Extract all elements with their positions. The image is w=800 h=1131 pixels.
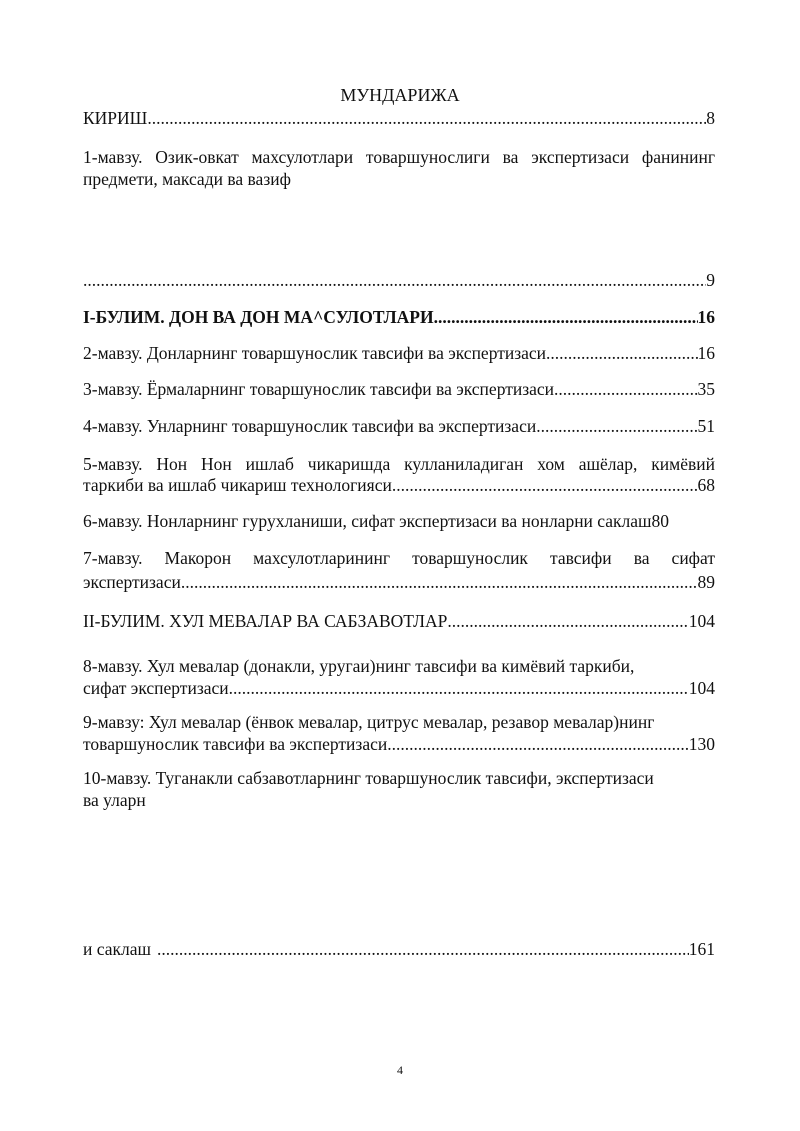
toc-leader-dots: [147, 107, 706, 129]
toc-entry-text: товаршунослик тавсифи ва экспертизаси: [83, 734, 388, 754]
toc-leader-dots: [536, 415, 697, 437]
toc-entry-page: 51: [697, 416, 715, 436]
toc-leader-dots: [392, 474, 698, 496]
toc-entry-topic-9-line2[interactable]: [83, 733, 715, 755]
toc-leader-dots: [83, 269, 706, 291]
toc-leader-dots: [387, 733, 689, 755]
toc-entry-text: I-БУЛИМ. ДОН ВА ДОН МА^СУЛОТЛАРИ: [83, 307, 434, 327]
toc-entry-topic-10-line3[interactable]: [83, 938, 715, 960]
toc-entry-intro[interactable]: [83, 107, 715, 129]
toc-entry-page: 104: [688, 611, 715, 631]
toc-entry-topic-7-line2[interactable]: [83, 571, 715, 593]
toc-entry-topic-5-line2[interactable]: [83, 474, 715, 496]
toc-leader-dots: [554, 378, 697, 400]
toc-leader-dots: [229, 677, 689, 699]
page-number: 4: [397, 1063, 403, 1077]
toc-entry-topic-8-line2[interactable]: [83, 677, 715, 699]
toc-entry-topic-8-line1[interactable]: 8-мавзу. Хул мевалар (донакли, уругаи)нинг тавсифи ва кимёвий таркиби,: [83, 656, 635, 676]
toc-entry-text: КИРИШ: [83, 108, 148, 128]
toc-entry-part-2[interactable]: [83, 610, 715, 632]
toc-entry-topic-5-line1[interactable]: 5-мавзу. Нон Нон ишлаб чикаришда кулланиладиган хом ашёлар, кимёвий: [83, 454, 715, 474]
toc-entry-topic-4[interactable]: [83, 415, 715, 437]
toc-entry-part-1[interactable]: [83, 306, 715, 328]
toc-leader-dots: [157, 938, 689, 960]
toc-entry-topic-3[interactable]: [83, 378, 715, 400]
toc-entry-page: 8: [706, 108, 715, 128]
toc-leader-dots: [181, 571, 698, 593]
toc-entry-text: 6-мавзу. Нонларнинг гурухланиши, сифат экспертизаси ва нонларни саклаш: [83, 511, 652, 531]
toc-entry-text: 2-мавзу. Донларнинг товаршунослик тавсифи ва экспертизаси: [83, 343, 547, 363]
toc-entry-topic-10-line2[interactable]: ва уларн: [83, 790, 146, 810]
toc-entry-page: 16: [697, 343, 715, 363]
toc-leader-dots: [546, 342, 697, 364]
toc-entry-topic-9-line1[interactable]: 9-мавзу: Хул мевалар (ёнвок мевалар, цитрус мевалар, резавор мевалар)нинг: [83, 712, 655, 732]
toc-entry-page: 130: [688, 734, 715, 754]
toc-entry-page: 161: [688, 939, 715, 959]
toc-entry-page: 68: [697, 475, 715, 495]
toc-entry-page: 35: [697, 379, 715, 399]
toc-entry-text: 3-мавзу. Ёрмаларнинг товаршунослик тавсифи ва экспертизаси: [83, 379, 555, 399]
toc-entry-topic-1-leader[interactable]: [83, 269, 715, 291]
toc-entry-topic-1-line2[interactable]: предмети, максади ва вазиф: [83, 169, 291, 189]
toc-entry-text: 4-мавзу. Унларнинг товаршунослик тавсифи ва экспертизаси: [83, 416, 537, 436]
toc-entry-topic-6[interactable]: [83, 510, 715, 532]
toc-entry-text: экспертизаси: [83, 572, 181, 592]
toc-entry-topic-7-line1[interactable]: 7-мавзу. Макорон махсулотларининг товаршунослик тавсифи ва сифат: [83, 548, 715, 568]
toc-leader-dots: [434, 306, 698, 328]
toc-leader-dots: [447, 610, 688, 632]
toc-entry-text: сифат экспертизаси: [83, 678, 229, 698]
toc-entry-topic-1-line1[interactable]: 1-мавзу. Озик-овкат махсулотлари товаршунослиги ва экспертизаси фанининг: [83, 147, 715, 167]
toc-entry-topic-10-line1[interactable]: 10-мавзу. Туганакли сабзавотларнинг товаршунослик тавсифи, экспертизаси: [83, 768, 654, 788]
toc-entry-page: 89: [697, 572, 715, 592]
toc-entry-page: 80: [651, 511, 670, 531]
toc-entry-text: и саклаш: [83, 939, 151, 959]
toc-entry-page: 9: [706, 270, 715, 290]
toc-entry-page: 104: [688, 678, 715, 698]
toc-entry-text: таркиби ва ишлаб чикариш технологияси: [83, 475, 392, 495]
toc-entry-text: II-БУЛИМ. ХУЛ МЕВАЛАР ВА САБЗАВОТЛАР: [83, 611, 448, 631]
toc-entry-page: 16: [697, 307, 715, 327]
toc-title: МУНДАРИЖА: [340, 85, 460, 105]
toc-entry-topic-2[interactable]: [83, 342, 715, 364]
